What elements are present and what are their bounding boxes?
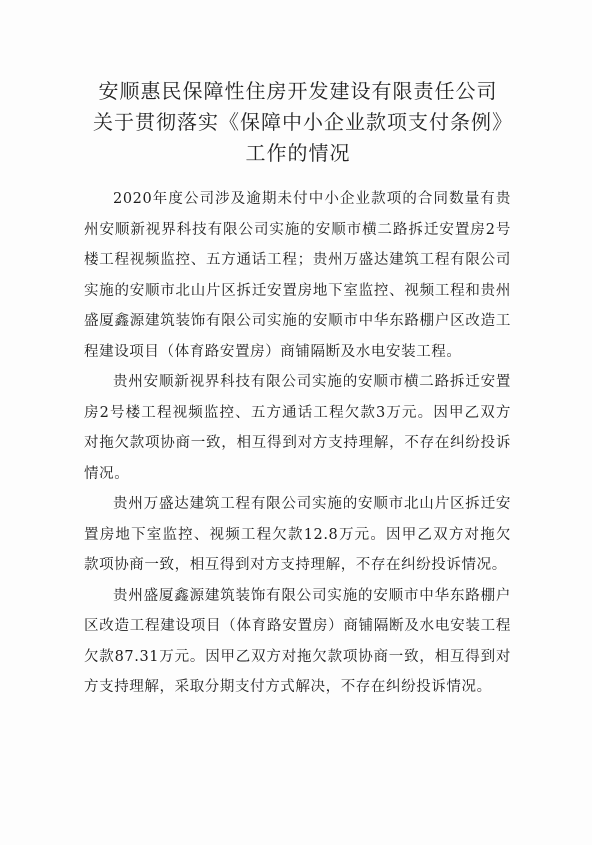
paragraph-xinshijie: 贵州安顺新视界科技有限公司实施的安顺市横二路拆迁安置房2号楼工程视频监控、五方通话工程欠款3万元。因甲乙双方对拖欠款项协商一致，相互得到对方支持理解，不存在纠纷投诉情况。 <box>84 374 511 482</box>
document-title: 安顺惠民保障性住房开发建设有限责任公司关于贯彻落实《保障中小企业款项支付条例》工作的情况 <box>93 79 503 165</box>
paragraph-shengxiaxinyuan: 贵州盛厦鑫源建筑装饰有限公司实施的安顺市中华东路棚户区改造工程建设项目（体育路安置房）商铺隔断及水电安装工程欠款87.31万元。因甲乙双方对拖欠款项协商一致，相互得到对方支持理解，采取分期支付方式解决，不存在纠纷投诉情况。 <box>84 587 511 695</box>
document-body <box>84 184 511 703</box>
paragraph-overview: 2020年度公司涉及逾期未付中小企业款项的合同数量有贵州安顺新视界科技有限公司实施的安顺市横二路拆迁安置房2号楼工程视频监控、五方通话工程；贵州万盛达建筑工程有限公司实施的安顺市北山片区拆迁安置房地下室监控、视频工程和贵州盛厦鑫源建筑装饰有限公司实施的安顺市中华东路棚户区改造工程建设项目（体育路安置房）商铺隔断及水电安装工程。 <box>84 191 511 360</box>
paragraph-wanshengda: 贵州万盛达建筑工程有限公司实施的安顺市北山片区拆迁安置房地下室监控、视频工程欠款12.8万元。因甲乙双方对拖欠款项协商一致，相互得到对方支持理解，不存在纠纷投诉情况。 <box>84 496 511 573</box>
